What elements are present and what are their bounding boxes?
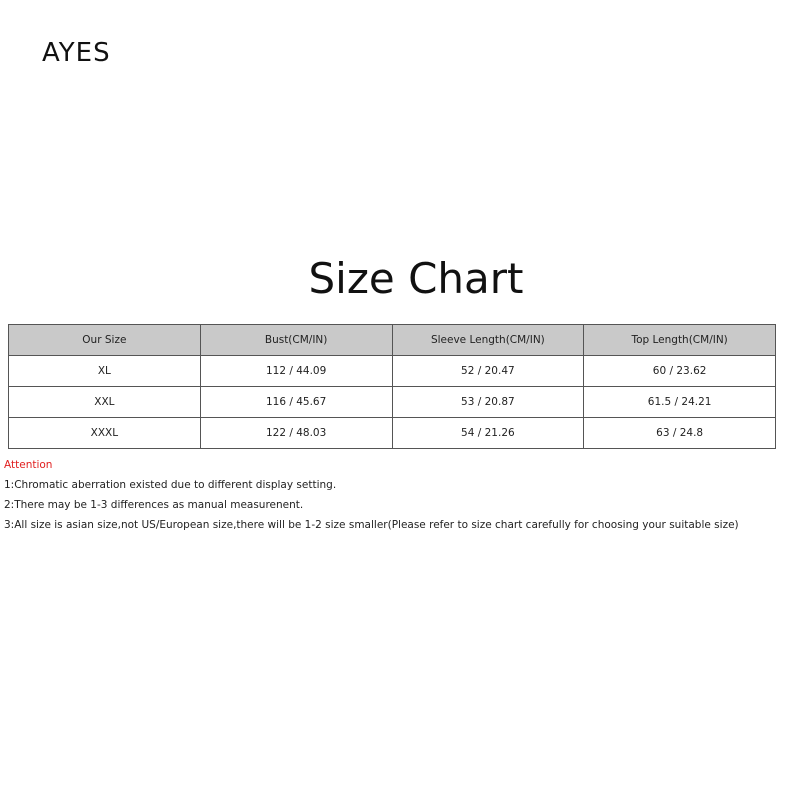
table-cell-sleeve-length: 52 / 20.47 bbox=[392, 356, 584, 387]
attention-label: Attention bbox=[4, 459, 53, 471]
table-cell-bust: 122 / 48.03 bbox=[200, 418, 392, 449]
notes-section bbox=[4, 457, 739, 537]
note-line-2: 2:There may be 1-3 differences as manual measurenent. bbox=[4, 499, 304, 511]
table-cell-size: XL bbox=[9, 356, 201, 387]
table-cell-bust: 116 / 45.67 bbox=[200, 387, 392, 418]
table-cell-size: XXL bbox=[9, 387, 201, 418]
column-header-size: Our Size bbox=[9, 325, 201, 356]
table-row bbox=[9, 387, 776, 418]
table-cell-sleeve-length: 53 / 20.87 bbox=[392, 387, 584, 418]
note-line-1: 1:Chromatic aberration existed due to different display setting. bbox=[4, 479, 337, 491]
table-cell-sleeve-length: 54 / 21.26 bbox=[392, 418, 584, 449]
table-row bbox=[9, 356, 776, 387]
table-header-row bbox=[9, 325, 776, 356]
column-header-top-length: Top Length(CM/IN) bbox=[584, 325, 776, 356]
size-table bbox=[8, 324, 776, 449]
table-cell-top-length: 63 / 24.8 bbox=[584, 418, 776, 449]
table-cell-top-length: 60 / 23.62 bbox=[584, 356, 776, 387]
column-header-bust: Bust(CM/IN) bbox=[200, 325, 392, 356]
table-row bbox=[9, 418, 776, 449]
table-cell-top-length: 61.5 / 24.21 bbox=[584, 387, 776, 418]
page-title: Size Chart bbox=[308, 254, 524, 303]
table-cell-bust: 112 / 44.09 bbox=[200, 356, 392, 387]
table-cell-size: XXXL bbox=[9, 418, 201, 449]
column-header-sleeve-length: Sleeve Length(CM/IN) bbox=[392, 325, 584, 356]
note-line-3: 3:All size is asian size,not US/European size,there will be 1-2 size smaller(Please refer to size chart carefully for choosing your suitable size) bbox=[4, 519, 739, 531]
brand-logo: AYES bbox=[42, 38, 111, 68]
